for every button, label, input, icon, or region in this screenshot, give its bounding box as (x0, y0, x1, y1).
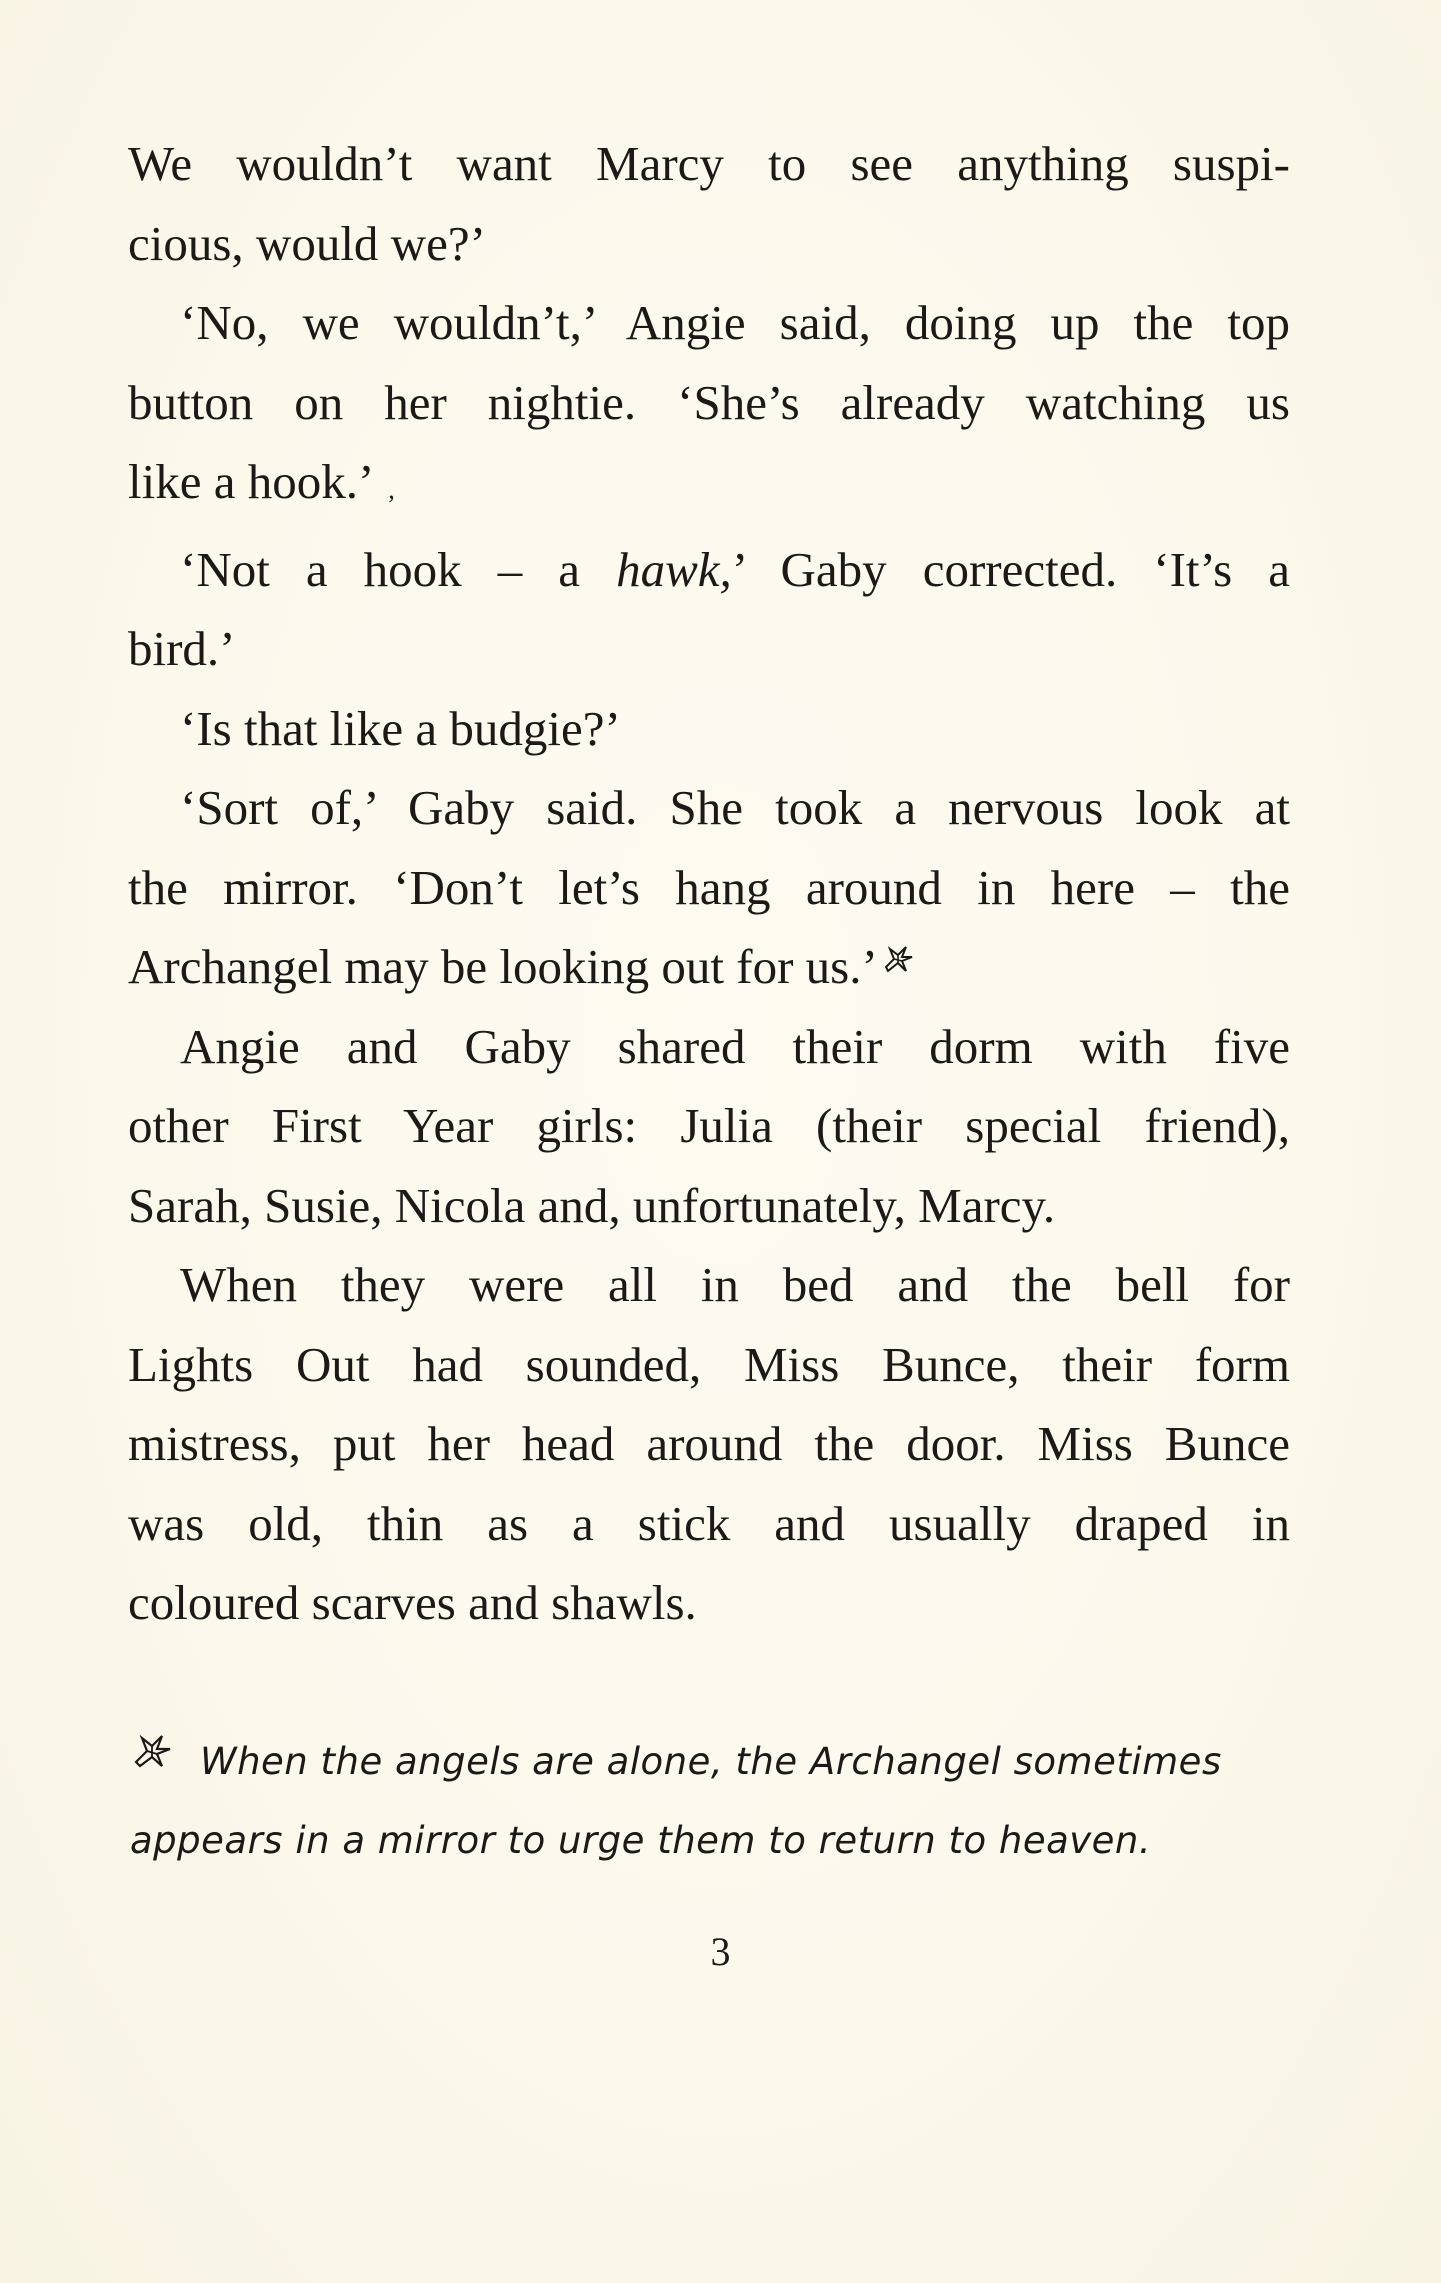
footnote-line: appears in a mirror to urge them to return to heaven. (130, 1819, 1152, 1862)
paragraph-3 (128, 530, 1290, 689)
footnote-text: When the angels are alone, the Archangel sometimes (200, 1740, 1222, 1783)
text-line: ‘Sort of,’ Gaby said. She took a nervous look at (180, 780, 1290, 835)
text-line (128, 530, 1290, 610)
body-text (128, 124, 1290, 1643)
text-line: the mirror. ‘Don’t let’s hang around in here – the (128, 859, 1290, 915)
text-line: When they were all in bed and the bell for (180, 1257, 1290, 1312)
text-segment: like a hook.’ (128, 454, 375, 509)
text-line: Lights Out had sounded, Miss Bunce, their form (128, 1336, 1290, 1392)
text-line: was old, thin as a stick and usually draped in (128, 1495, 1290, 1551)
text-line: other First Year girls: Julia (their special friend), (128, 1098, 1290, 1153)
italic-word: hawk, (616, 541, 732, 597)
paragraph-6 (128, 1007, 1290, 1246)
angel-star-icon (880, 943, 916, 973)
angel-star-icon (130, 1732, 174, 1768)
text-line: Sarah, Susie, Nicola and, unfortunately, Marcy. (128, 1177, 1056, 1233)
paragraph-4 (128, 689, 1290, 769)
footnote (130, 1722, 1290, 1880)
text-segment: ’ Gaby corrected. ‘It’s a (731, 541, 1290, 597)
paragraph-7 (128, 1245, 1290, 1643)
footnote-line (130, 1722, 1290, 1801)
paragraph-5 (128, 768, 1290, 1007)
text-line (128, 442, 1290, 530)
text-line: ‘Is that like a budgie?’ (180, 700, 621, 756)
text-segment: Archangel may be looking out for us.’ (128, 939, 878, 994)
text-line (128, 927, 1290, 1007)
text-line: button on her nightie. ‘She’s already watching us (128, 374, 1290, 430)
paragraph-1 (128, 124, 1290, 283)
text-line: mistress, put her head around the door. Miss Bunce (128, 1416, 1290, 1471)
text-segment: ‘Not a hook – a (180, 541, 617, 597)
page-number: 3 (710, 1929, 731, 1974)
text-line: We wouldn’t want Marcy to see anything suspi- (128, 136, 1290, 191)
text-line: bird.’ (128, 621, 236, 676)
paragraph-2 (128, 283, 1290, 530)
text-line: ‘No, we wouldn’t,’ Angie said, doing up the top (180, 295, 1290, 350)
text-line: cious, would we?’ (128, 215, 486, 271)
text-line: coloured scarves and shawls. (128, 1575, 697, 1630)
stray-mark: , (388, 475, 395, 504)
text-line: Angie and Gaby shared their dorm with five (180, 1018, 1290, 1074)
